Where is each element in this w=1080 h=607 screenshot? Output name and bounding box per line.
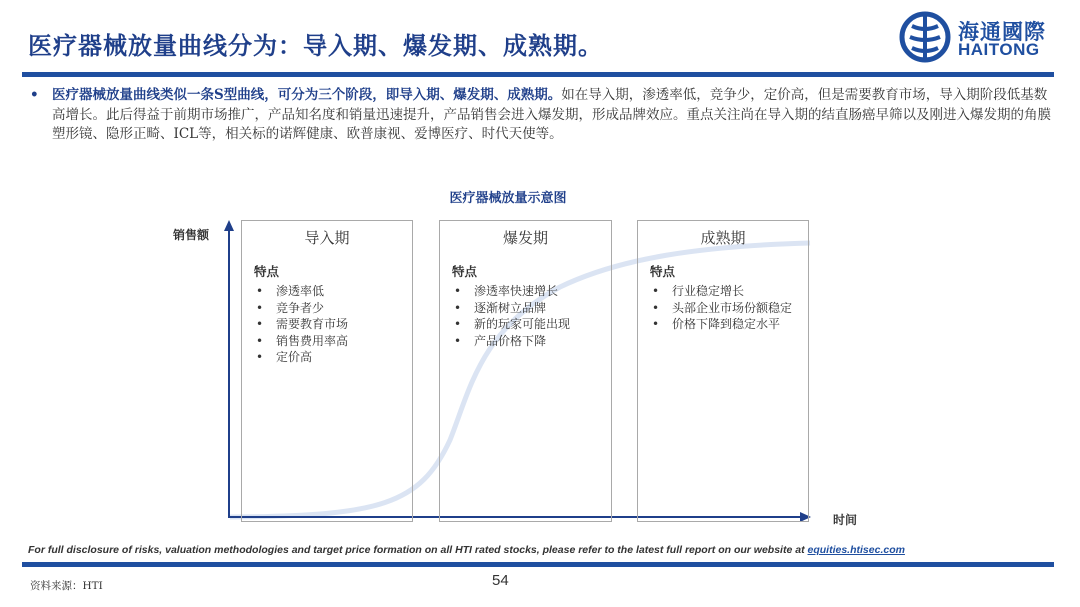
phase-mature	[637, 220, 809, 522]
summary-bold: 医疗器械放量曲线类似一条S型曲线，可分为三个阶段，即导入期、爆发期、成熟期。	[52, 87, 562, 103]
phase-intro-name: 导入期	[304, 229, 350, 247]
bullet-dot: •	[30, 87, 39, 103]
page-number: 54	[492, 572, 509, 589]
page-title: 医疗器械放量曲线分为：导入期、爆发期、成熟期。	[28, 31, 603, 60]
phase-intro-feature-heading: 特点	[254, 264, 280, 279]
phase-mature-name: 成熟期	[700, 229, 746, 247]
logo-english-text: HAITONG	[958, 40, 1040, 59]
x-axis-label: 时间	[833, 513, 858, 527]
y-axis-arrow-icon	[224, 220, 234, 231]
list-item: • 行业稳定增长	[650, 283, 808, 300]
y-axis-label: 销售额	[173, 228, 210, 242]
website-link[interactable]: equities.htisec.com	[807, 544, 905, 556]
phase-intro	[241, 220, 413, 522]
phase-mature-feature-heading: 特点	[650, 264, 676, 279]
diagram-title: 医疗器械放量示意图	[449, 191, 567, 206]
list-item: • 竞争者少	[254, 300, 412, 317]
list-item: • 渗透率快速增长	[452, 283, 611, 300]
logo-chinese-text: 海通國際	[958, 19, 1046, 44]
disclaimer	[28, 544, 905, 556]
list-item: • 渗透率低	[254, 283, 412, 300]
phase-growth-name: 爆发期	[502, 229, 548, 247]
phase-growth-features	[452, 283, 611, 349]
list-item: • 头部企业市场份额稳定	[650, 300, 808, 317]
list-item: • 产品价格下降	[452, 333, 611, 350]
list-item: • 逐渐树立品牌	[452, 300, 611, 317]
list-item: • 销售费用率高	[254, 333, 412, 350]
phase-intro-features	[254, 283, 412, 366]
phase-mature-features	[650, 283, 808, 333]
list-item: • 新的玩家可能出现	[452, 316, 611, 333]
list-item: • 需要教育市场	[254, 316, 412, 333]
phase-growth-feature-heading: 特点	[452, 264, 478, 279]
disclaimer-text: For full disclosure of risks, valuation methodologies and target price formation on all HTI rated stocks, please refer to the latest full report on our website at	[28, 544, 805, 556]
list-item: • 定价高	[254, 349, 412, 366]
summary-body: 如在导入期，渗透率低，竞争少，定价高，但是需要教育市场，导入期阶段低基数高增长。此后得益于前期市场推广，产品知名度和销量迅速提升，产品销售会进入爆发期，形成品牌效应。重点关注尚在导入期的结直肠癌早筛以及刚进入爆发期的角膜塑形镜、隐形正畸、ICL等，相关标的诺辉健康、欧普康视、爱博医疗、时代天使等。	[52, 87, 1051, 142]
source-note: 资料来源：HTI	[30, 580, 103, 592]
phase-growth	[439, 220, 612, 522]
footer-divider	[22, 562, 1054, 567]
list-item: • 价格下降到稳定水平	[650, 316, 808, 333]
